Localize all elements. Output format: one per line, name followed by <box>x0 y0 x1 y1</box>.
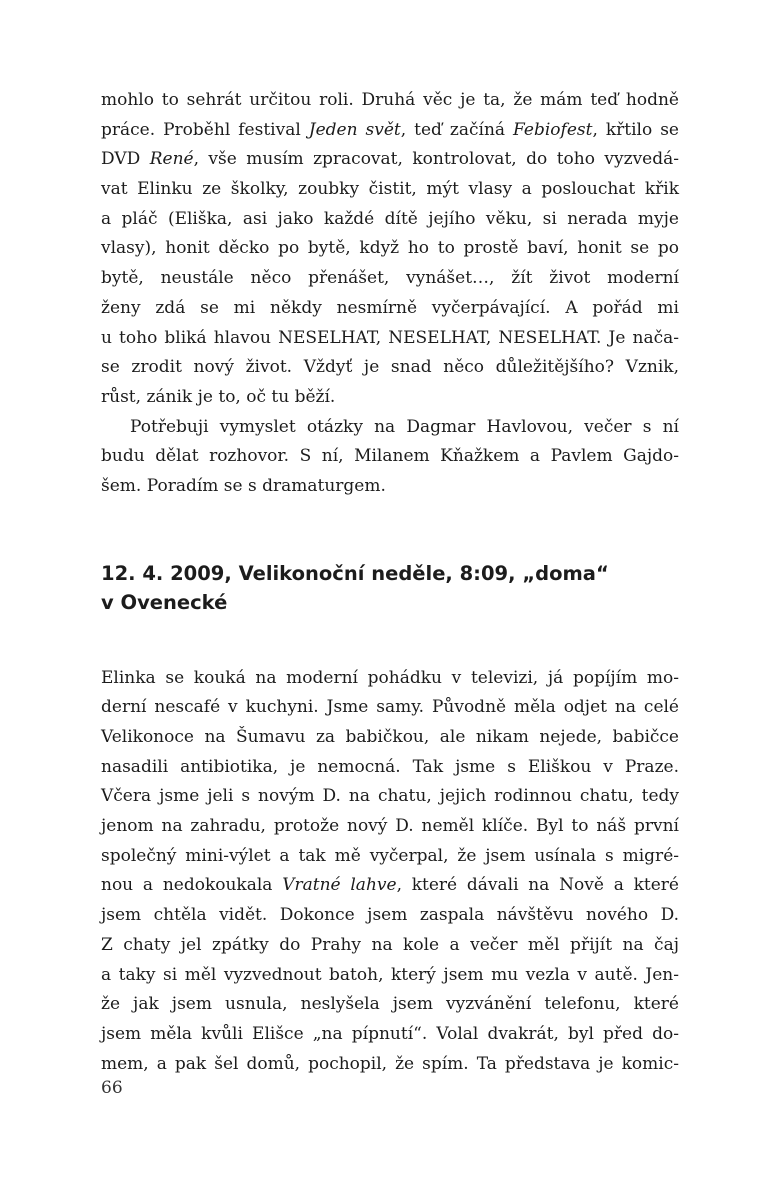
text-line: vat Elinku ze školky, zoubky čistit, mýt vlasy a poslouchat křik <box>101 179 679 200</box>
text-line: jsem chtěla vidět. Dokonce jsem zaspala návštěvu nového D. <box>101 905 679 926</box>
book-page <box>101 86 679 1079</box>
paragraph-2 <box>101 413 679 502</box>
text-line: Velikonoce na Šumavu za babičkou, ale nikam nejede, babičce <box>101 727 679 747</box>
text-line: jsem měla kvůli Elišce „na pípnutí“. Volal dvakrát, byl před do- <box>101 1023 679 1044</box>
text-line: společný mini-výlet a tak mě vyčerpal, že jsem usínala s migré- <box>101 845 679 866</box>
entry-heading <box>101 559 679 617</box>
text-line: ženy zdá se mi někdy nesmírně vyčerpávající. A pořád mi <box>101 297 679 318</box>
text-line: a taky si měl vyzvednout batoh, který jsem mu vezla v autě. Jen- <box>101 964 679 985</box>
text-line: růst, zánik je to, oč tu běží. <box>101 386 336 407</box>
text-line: nou a nedokoukala Vratné lahve, které dávali na Nově a které <box>101 875 679 896</box>
text-line: že jak jsem usnula, neslyšela jsem vyzvánění telefonu, které <box>101 994 679 1015</box>
text-line: práce. Proběhl festival Jeden svět, teď začíná Febiofest, křtilo se <box>101 119 679 140</box>
text-line: nasadili antibiotika, je nemocná. Tak jsme s Eliškou v Praze. <box>101 756 679 777</box>
italic-title: René <box>149 149 194 170</box>
paragraph-3 <box>101 664 679 1080</box>
text-line: a pláč (Eliška, asi jako každé dítě jejího věku, si nerada myje <box>101 208 679 229</box>
italic-title: Jeden svět <box>308 119 401 140</box>
text-line: bytě, neustále něco přenášet, vynášet…, žít život moderní <box>101 268 679 289</box>
page-number: 66 <box>101 1078 123 1098</box>
text-line: u toho bliká hlavou NESELHAT, NESELHAT, NESELHAT. Je nača- <box>101 327 679 348</box>
text-line: DVD René, vše musím zpracovat, kontrolovat, do toho vyzvedá- <box>101 149 679 170</box>
text-line: se zrodit nový život. Vždyť je snad něco důležitějšího? Vznik, <box>101 357 679 378</box>
text-line: Potřebuji vymyslet otázky na Dagmar Havlovou, večer s ní <box>130 416 679 437</box>
text-line: vlasy), honit děcko po bytě, když ho to prostě baví, honit se po <box>101 238 679 259</box>
text-line: Včera jsme jeli s novým D. na chatu, jejich rodinnou chatu, tedy <box>101 786 679 807</box>
paragraph-1 <box>101 86 679 413</box>
heading-line: v Ovenecké <box>101 590 228 614</box>
text-line: mohlo to sehrát určitou roli. Druhá věc je ta, že mám teď hodně <box>101 90 679 110</box>
text-line: jenom na zahradu, protože nový D. neměl klíče. Byl to náš první <box>101 816 679 837</box>
italic-title: Vratné lahve <box>282 875 397 896</box>
text-line: Elinka se kouká na moderní pohádku v televizi, já popíjím mo- <box>101 667 679 688</box>
text-line: Z chaty jel zpátky do Prahy na kole a večer měl přijít na čaj <box>101 934 679 955</box>
italic-title: Febiofest <box>513 119 593 140</box>
text-line: derní nescafé v kuchyni. Jsme samy. Původně měla odjet na celé <box>101 697 679 718</box>
text-line: šem. Poradím se s dramaturgem. <box>101 475 386 496</box>
text-line: mem, a pak šel domů, pochopil, že spím. Ta představa je komic- <box>101 1053 679 1074</box>
heading-line: 12. 4. 2009, Velikonoční neděle, 8:09, „doma“ <box>101 561 609 585</box>
text-line: budu dělat rozhovor. S ní, Milanem Kňažkem a Pavlem Gajdo- <box>101 446 679 467</box>
